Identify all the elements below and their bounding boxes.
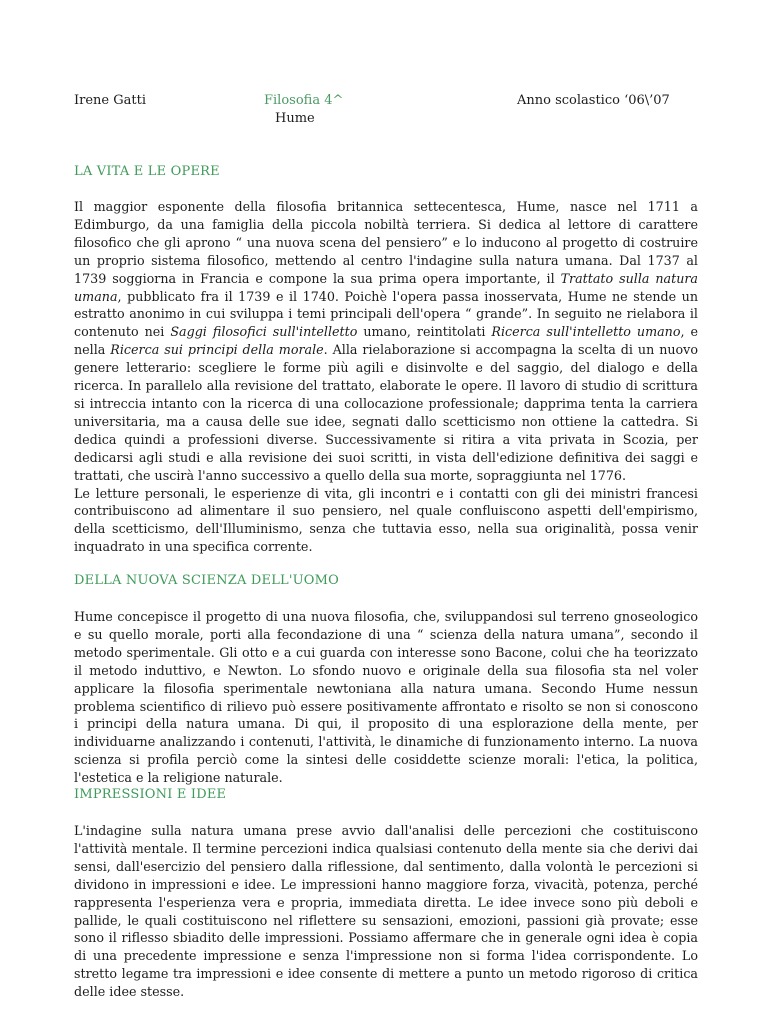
text-run: umano, reintitolati	[357, 324, 492, 340]
text-run: Il maggior esponente della filosofia britannica settecentesca, Hume, nasce nel 1711 a Edimburgo, da una famiglia della piccola nobiltà terriera. Si dedica al lettore di carattere filosofico che gli aprono “ una nuova scena del pensiero” e lo inducono al progetto di costruire un proprio sistema filosofico, mettendo al centro l'indagine sulla natura umana. Dal 1737 al 1739 soggiorna in Francia e compone la sua prima opera importante, il	[74, 199, 698, 286]
book-title: Ricerca sull'intelletto umano	[491, 324, 681, 340]
paragraph	[74, 485, 698, 557]
document-topic: Hume	[275, 111, 315, 126]
text-run: L'indagine sulla natura umana prese avvio dall'analisi delle percezioni che costituiscono l'attività mentale. Il termine percezioni indica qualsiasi contenuto della mente sia che derivi dai sensi, dall'esercizio del pensiero dalla riflessione, dal sentimento, dalla volontà le percezioni si dividono in impressioni e idee. Le impressioni hanno maggiore forza, vivacità, potenza, perché rappresenta l'esperienza vera e propria, immediata diretta. Le idee invece sono più deboli e pallide, le quali costituiscono nel riflettere su sensazioni, emozioni, passioni già provate; esse sono il riflesso sbiadito delle impressioni. Possiamo affermare che in generale ogni idea è copia di una precedente impressione e senza l'impressione non si forma l'idea corrispondente. Lo stretto legame tra impressioni e idee consente di mettere a punto un metodo rigoroso di critica delle idee stesse.	[74, 823, 698, 1000]
text-run: , e nella	[74, 324, 699, 358]
section-title-scienza-uomo: DELLA NUOVA SCIENZA DELL'UOMO	[74, 573, 340, 588]
text-run: Hume concepisce il progetto di una nuova filosofia, che, sviluppandosi sul terreno gnoseologico e su quello morale, porti alla fecondazione di una “ scienza della natura umana”, secondo il metodo sperimentale. Gli otto e a cui guarda con interesse sono Bacone, colui che ha teorizzato il metodo induttivo, e Newton. Lo sfondo nuovo e originale della sua filosofia sta nel voler applicare la filosofia sperimentale newtoniana alla natura umana. Secondo Hume nessun problema scientifico di rilievo può essere positivamente affrontato e risolto se non si conoscono i principi della natura umana. Di qui, il proposito di una esplorazione della mente, per individuarne analizzando i contenuti, l'attività, le dinamiche di funzionamento interno. La nuova scienza si profila perciò come la sintesi delle cosiddette scienze morali: l'etica, la politica, l'estetica e la religione naturale.	[74, 609, 698, 786]
book-title: Ricerca sui principi della morale	[110, 342, 324, 358]
author-name: Irene Gatti	[74, 93, 146, 108]
paragraph	[74, 198, 698, 485]
section-body-scienza-uomo	[74, 608, 698, 787]
section-title-vita: LA VITA E LE OPERE	[74, 164, 220, 179]
subject-label: Filosofia 4^	[264, 93, 344, 108]
section-title-impressioni: IMPRESSIONI E IDEE	[74, 787, 227, 802]
school-year: Anno scolastico ‘06\’07	[517, 93, 670, 108]
book-title: Saggi filosofici sull'intelletto	[170, 324, 358, 340]
paragraph	[74, 608, 698, 787]
text-run: . Alla rielaborazione si accompagna la scelta di un nuovo genere letterario: scegliere le forme più agili e disinvolte e del saggio, del dialogo e della ricerca. In parallelo alla revisione del trattato, elaborate le opere. Il lavoro di studio di scrittura si intreccia intanto con la ricerca di una collocazione professionale; dapprima tenta la carriera universitaria, ma a causa delle sue idee, segnati dallo scetticismo non ottiene la cattedra. Si dedica quindi a professioni diverse. Successivamente si ritira a vita privata in Scozia, per dedicarsi agli studi e alla revisione dei suoi scritti, in vista dell'edizione definitiva dei saggi e trattati, che uscirà l'anno successivo a quello della sua morte, sopraggiunta nel 1776.	[74, 342, 698, 483]
section-body-impressioni	[74, 822, 698, 1001]
section-body-vita	[74, 198, 698, 556]
text-run: Le letture personali, le esperienze di vita, gli incontri e i contatti con gli dei ministri francesi contribuiscono ad alimentare il suo pensiero, nel quale confluiscono aspetti dell'empirismo, della scetticismo, dell'Illuminismo, senza che tuttavia esso, nella sua originalità, possa venir inquadrato in una specifica corrente.	[74, 485, 698, 555]
book-title: Trattato sulla natura umana	[74, 270, 698, 304]
paragraph	[74, 822, 698, 1001]
text-run: , pubblicato fra il 1739 e il 1740. Poichè l'opera passa inosservata, Hume ne stende un estratto anonimo in cui sviluppa i temi principali dell'opera “ grande”. In seguito ne rielabora il contenuto nei	[74, 288, 698, 340]
